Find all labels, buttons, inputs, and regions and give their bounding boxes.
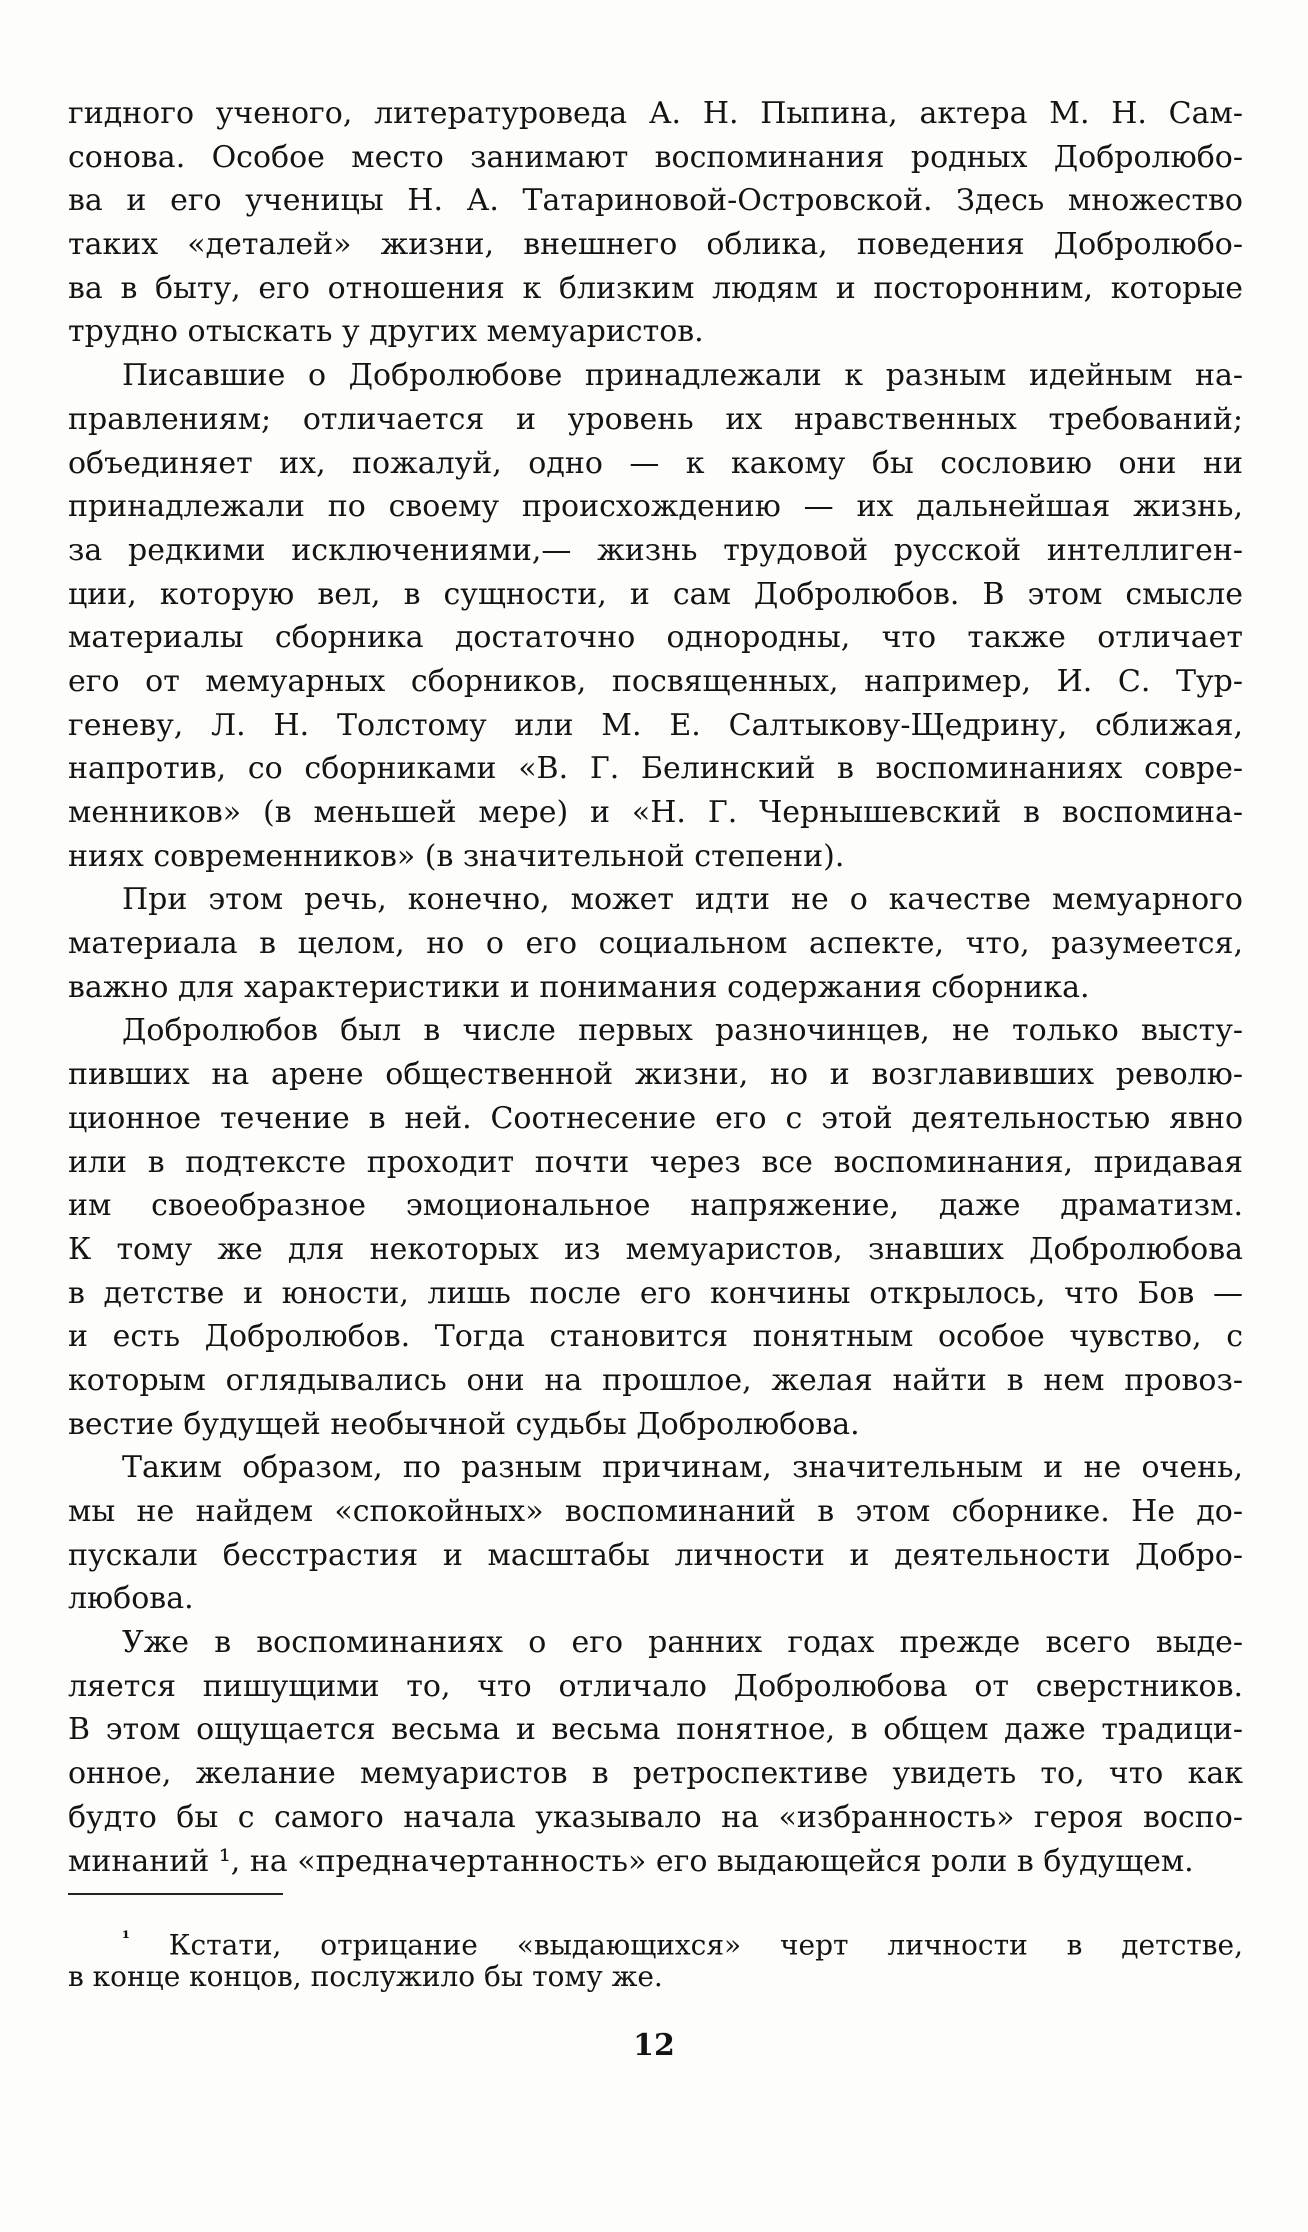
- text-line: ционное течение в ней. Соотнесение его с этой деятельностью явно: [68, 1100, 1243, 1136]
- text-line: Таким образом, по разным причинам, значительным и не очень,: [122, 1450, 1243, 1486]
- text-line: его от мемуарных сборников, посвященных, например, И. С. Тур-: [68, 663, 1243, 699]
- text-line: ляется пишущими то, что отличало Добролюбова от сверстников.: [68, 1668, 1243, 1704]
- text-line: сонова. Особое место занимают воспоминания родных Добролюбо-: [68, 139, 1243, 175]
- text-line: или в подтексте проходит почти через все воспоминания, придавая: [68, 1144, 1243, 1180]
- footnote-separator: [68, 1893, 283, 1895]
- footnote-line-1: [68, 1920, 1244, 1962]
- text-line: им своеобразное эмоциональное напряжение, даже драматизм.: [68, 1188, 1243, 1224]
- page-number: 12: [633, 2028, 675, 2063]
- text-line: за редкими исключениями,— жизнь трудовой русской интеллиген-: [68, 532, 1243, 568]
- text-line: правлениям; отличается и уровень их нравственных требований;: [68, 401, 1243, 437]
- text-line: материалы сборника достаточно однородны, что также отличает: [68, 620, 1243, 656]
- footnote-line-2: в конце концов, послужило бы тому же.: [68, 1960, 663, 1993]
- text-line: трудно отыскать у других мемуаристов.: [68, 314, 704, 350]
- text-line: В этом ощущается весьма и весьма понятное, в общем даже традици-: [68, 1712, 1243, 1748]
- text-line: ва и его ученицы Н. А. Татариновой-Островской. Здесь множество: [68, 183, 1243, 219]
- text-line: вестие будущей необычной судьбы Добролюбова.: [68, 1406, 860, 1442]
- text-line: Добролюбов был в числе первых разночинцев, не только высту-: [122, 1013, 1243, 1049]
- text-line: будто бы с самого начала указывало на «избранность» героя воспо-: [68, 1799, 1243, 1835]
- text-line: геневу, Л. Н. Толстому или М. Е. Салтыкову-Щедрину, сближая,: [68, 707, 1243, 743]
- text-line: которым оглядывались они на прошлое, желая найти в нем провоз-: [68, 1362, 1243, 1398]
- text-line: При этом речь, конечно, может идти не о качестве мемуарного: [122, 882, 1243, 918]
- text-line: К тому же для некоторых из мемуаристов, знавших Добролюбова: [68, 1231, 1243, 1267]
- main-text: [68, 92, 1243, 1883]
- footnote: [68, 1920, 1243, 1996]
- text-line: напротив, со сборниками «В. Г. Белинский в воспоминаниях совре-: [68, 751, 1243, 787]
- text-line: Уже в воспоминаниях о его ранних годах прежде всего выде-: [122, 1625, 1243, 1661]
- text-line: ниях современников» (в значительной степени).: [68, 838, 845, 874]
- text-line: любова.: [68, 1581, 194, 1617]
- text-line: принадлежали по своему происхождению — их дальнейшая жизнь,: [68, 489, 1243, 525]
- text-line: менников» (в меньшей мере) и «Н. Г. Чернышевский в воспомина-: [68, 795, 1243, 830]
- text-line: минаний ¹, на «предначертанность» его выдающейся роли в будущем.: [68, 1843, 1194, 1879]
- text-line: пивших на арене общественной жизни, но и возглавивших револю-: [68, 1057, 1243, 1093]
- text-line: и есть Добролюбов. Тогда становится понятным особое чувство, с: [68, 1319, 1243, 1355]
- text-line: ции, которую вел, в сущности, и сам Добролюбов. В этом смысле: [68, 576, 1243, 612]
- footnote-text-1: Кстати, отрицание «выдающихся» черт личности в детстве,: [168, 1928, 1244, 1962]
- text-line: таких «деталей» жизни, внешнего облика, поведения Добролюбо-: [68, 227, 1243, 263]
- text-line: Писавшие о Добролюбове принадлежали к разным идейным на-: [122, 358, 1243, 394]
- text-line: онное, желание мемуаристов в ретроспективе увидеть то, что как: [68, 1756, 1243, 1792]
- text-line: материала в целом, но о его социальном аспекте, что, разумеется,: [68, 926, 1243, 962]
- text-line: гидного ученого, литературоведа А. Н. Пыпина, актера М. Н. Сам-: [68, 96, 1243, 131]
- footnote-marker: ¹: [122, 1928, 130, 1949]
- text-line: объединяет их, пожалуй, одно — к какому бы сословию они ни: [68, 445, 1243, 481]
- text-line: важно для характеристики и понимания содержания сборника.: [68, 969, 1090, 1005]
- text-line: мы не найдем «спокойных» воспоминаний в этом сборнике. Не до-: [68, 1494, 1243, 1529]
- text-line: пускали бесстрастия и масштабы личности и деятельности Добро-: [68, 1537, 1243, 1573]
- text-line: в детстве и юности, лишь после его кончины открылось, что Бов —: [68, 1275, 1243, 1311]
- text-line: ва в быту, его отношения к близким людям и посторонним, которые: [68, 270, 1243, 306]
